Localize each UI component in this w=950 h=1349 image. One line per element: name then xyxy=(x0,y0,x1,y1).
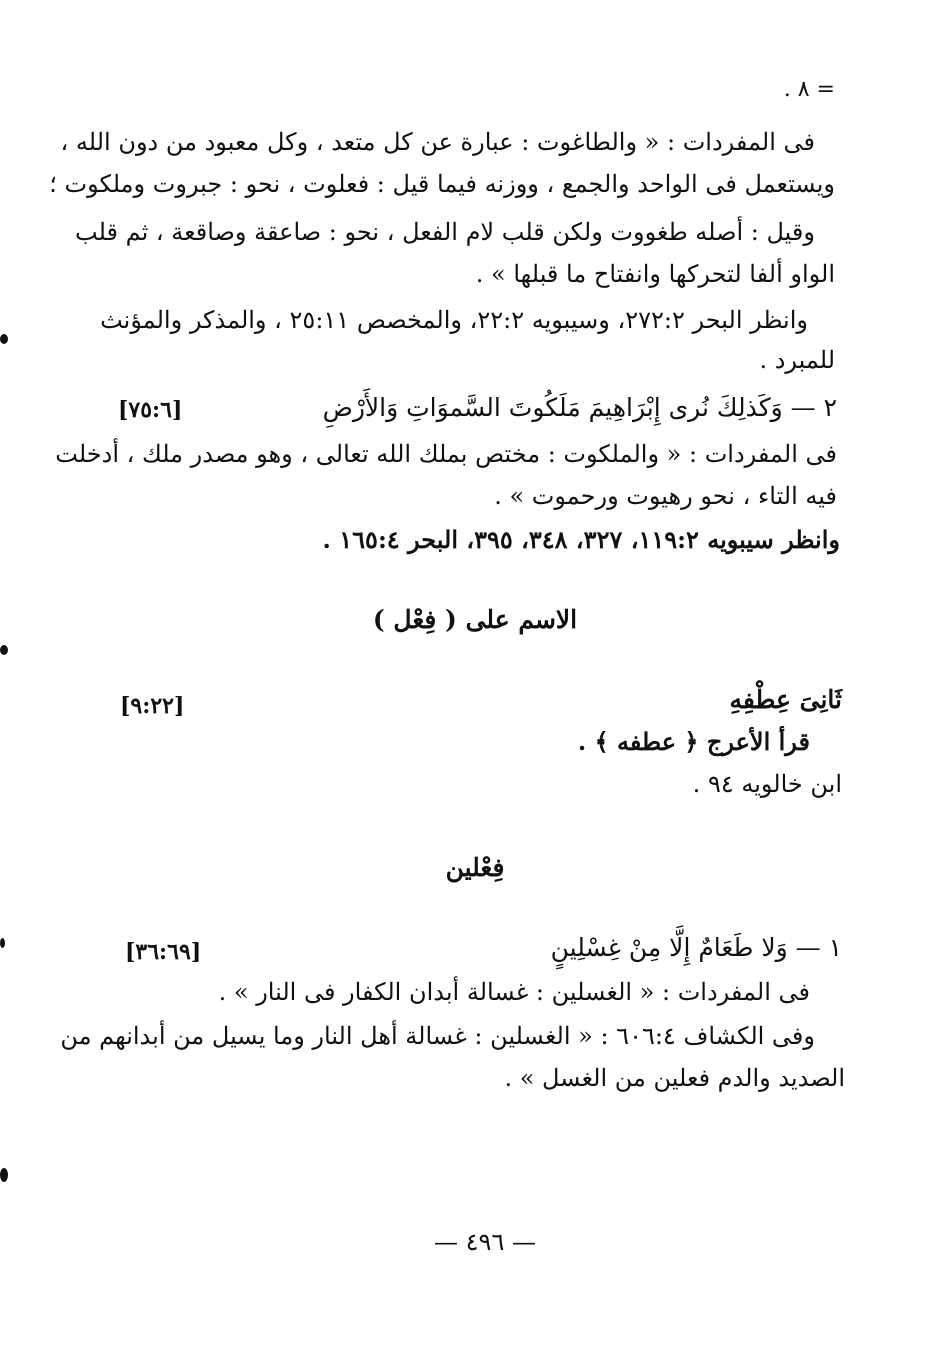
text-line: الواو ألفا لتحركها وانفتاح ما قبلها » . xyxy=(475,260,835,288)
scan-edge-mark xyxy=(0,1168,8,1182)
text-line: وقيل : أصله طغووت ولكن قلب لام الفعل ، نحو : صاعقة وصاقعة ، ثم قلب xyxy=(75,218,815,246)
section-heading: الاسم على ( فِعْل ) xyxy=(372,605,578,634)
scan-edge-mark xyxy=(0,938,5,948)
text-line: فى المفردات : « والطاغوت : عبارة عن كل متعد ، وكل معبود من دون الله ، xyxy=(60,128,815,156)
source-line: ابن خالويه ٩٤ . xyxy=(692,770,842,798)
reference-line: وانظر سيبويه ١١٩:٢، ٣٢٧، ٣٤٨، ٣٩٥، البحر ١٦٥:٤ . xyxy=(322,525,840,554)
reference-line: للمبرد . xyxy=(759,346,835,374)
scan-edge-mark xyxy=(0,645,8,655)
verse-citation: [٣٦:٦٩] xyxy=(125,939,202,965)
text-line: الصديد والدم فعلين من الغسل » . xyxy=(504,1064,845,1092)
text-line: فيه التاء ، نحو رهيوت ورحموت » . xyxy=(494,482,837,510)
verse-citation: [٩:٢٢] xyxy=(120,693,185,719)
text-line: ويستعمل فى الواحد والجمع ، ووزنه فيما قيل : فعلوت ، نحو : جبروت وملكوت ؛ xyxy=(49,170,835,198)
text-line: فى المفردات : « والملكوت : مختص بملك الله تعالى ، وهو مصدر ملك ، أدخلت xyxy=(55,440,837,468)
text-line: فى المفردات : « الغسلين : غسالة أبدان الكفار فى النار » . xyxy=(218,978,810,1006)
text-line: وفى الكشاف ٦٠٦:٤ : « الغسلين : غسالة أهل النار وما يسيل من أبدانهم من xyxy=(60,1022,815,1050)
quran-verse: ١ — وَلا طَعَامٌ إِلَّا مِنْ غِسْلِينٍ xyxy=(550,933,842,962)
page-number: — ٤٩٦ — xyxy=(434,1228,536,1256)
quran-verse: ثَانِىَ عِطْفِهِ xyxy=(729,685,842,714)
quran-verse: ٢ — وَكَذلِكَ نُرى إِبْرَاهِيمَ مَلَكُوتَ السَّموَاتِ وَالأَرْضِ xyxy=(322,393,837,422)
section-heading: فِعْلين xyxy=(445,853,505,882)
reading-line: قرأ الأعرج ﴿ عطفه ﴾ . xyxy=(577,727,810,756)
note-marker: = ٨ . xyxy=(783,77,835,102)
verse-citation: [٧٥:٦] xyxy=(118,397,183,423)
scan-edge-mark xyxy=(0,334,8,344)
reference-line: وانظر البحر ٢٧٢:٢، وسيبويه ٢٢:٢، والمخصص ٢٥:١١ ، والمذكر والمؤنث xyxy=(100,306,808,334)
